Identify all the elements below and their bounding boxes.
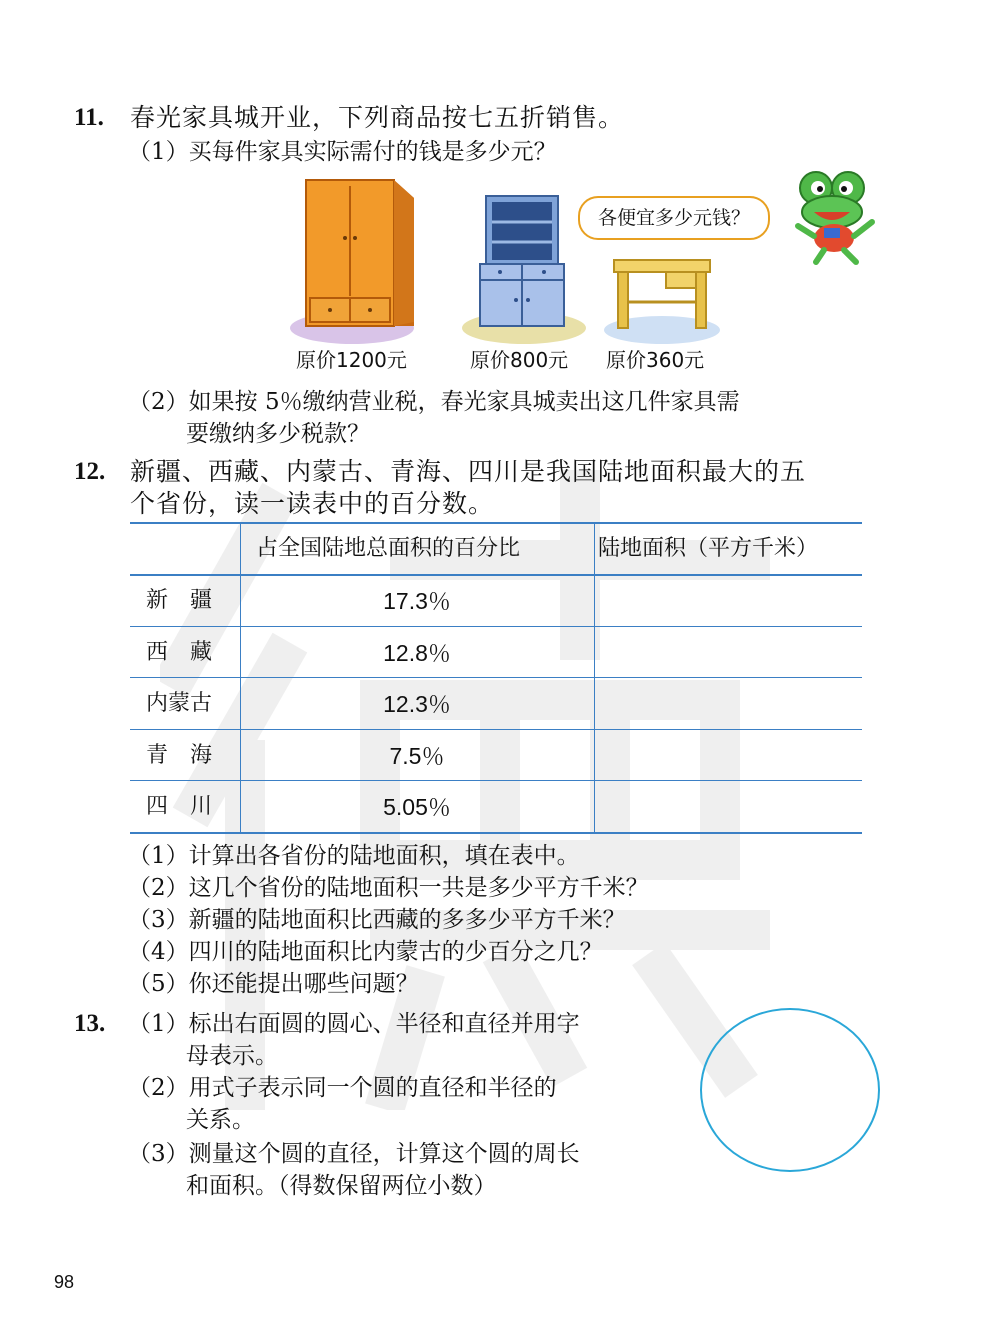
problem-11-stem: 春光家具城开业，下列商品按七五折销售。 xyxy=(130,103,625,132)
table-cell-province: 青 海 xyxy=(146,743,213,768)
table-cell-percent: 5.05％ xyxy=(383,794,451,820)
problem-12-question-5: （5）你还能提出哪些问题？ xyxy=(128,971,419,997)
table-column-rule xyxy=(594,522,595,834)
table-cell-percent: 7.5％ xyxy=(389,743,445,769)
table-cell-percent: 17.3％ xyxy=(383,588,451,614)
problem-13-question-2-line1: （2）用式子表示同一个圆的直径和半径的 xyxy=(128,1075,557,1101)
table-cell-province: 四 川 xyxy=(146,794,213,819)
table-cell-province: 西 藏 xyxy=(146,640,213,665)
price-label-desk: 原价360元 xyxy=(606,348,705,372)
problem-12-stem-line2: 个省份，读一读表中的百分数。 xyxy=(130,489,495,518)
table-cell-province: 内蒙古 xyxy=(146,691,213,716)
problem-13-number: 13. xyxy=(74,1010,106,1037)
desk-illustration xyxy=(604,252,720,346)
problem-12-question-2: （2）这几个省份的陆地面积一共是多少平方千米？ xyxy=(128,875,649,901)
problem-13-question-3-line1: （3）测量这个圆的直径，计算这个圆的周长 xyxy=(128,1141,580,1167)
price-label-wardrobe: 原价1200元 xyxy=(296,348,407,372)
table-header-percent: 占全国陆地总面积的百分比 xyxy=(256,536,521,561)
problem-13-question-1-line2: 母表示。 xyxy=(186,1043,278,1069)
table-header-area: 陆地面积（平方千米） xyxy=(598,536,819,561)
price-label-cabinet: 原价800元 xyxy=(470,348,569,372)
problem-12-question-4: （4）四川的陆地面积比内蒙古的少百分之几？ xyxy=(128,939,603,965)
frog-mascot-illustration xyxy=(786,166,882,266)
problem-13-question-3-line2: 和面积。（得数保留两位小数） xyxy=(186,1173,497,1199)
problem-12-stem-line1: 新疆、西藏、内蒙古、青海、四川是我国陆地面积最大的五 xyxy=(130,457,807,486)
problem-12-number: 12. xyxy=(74,458,106,485)
speech-bubble: 各便宜多少元钱？ xyxy=(578,196,770,240)
problem-11-question-1: （1）买每件家具实际需付的钱是多少元？ xyxy=(128,139,557,165)
problem-13-question-1-line1: （1）标出右面圆的圆心、半径和直径并用字 xyxy=(128,1011,580,1037)
table-cell-province: 新 疆 xyxy=(146,588,213,613)
problem-11-number: 11. xyxy=(74,104,104,131)
problem-11-question-2-line1: （2）如果按 5％缴纳营业税，春光家具城卖出这几件家具需 xyxy=(128,389,740,415)
wardrobe-illustration xyxy=(290,176,420,346)
problem-12-question-1: （1）计算出各省份的陆地面积，填在表中。 xyxy=(128,843,580,869)
table-cell-percent: 12.8％ xyxy=(383,640,451,666)
table-cell-percent: 12.3％ xyxy=(383,691,451,717)
table-column-rule xyxy=(240,522,241,834)
problem-11-question-2-line2: 要缴纳多少税款？ xyxy=(186,421,370,447)
circle-figure xyxy=(700,1008,880,1172)
page-number: 98 xyxy=(54,1272,75,1292)
cabinet-illustration xyxy=(462,192,586,346)
problem-13-question-2-line2: 关系。 xyxy=(186,1107,255,1133)
problem-12-question-3: （3）新疆的陆地面积比西藏的多多少平方千米？ xyxy=(128,907,626,933)
